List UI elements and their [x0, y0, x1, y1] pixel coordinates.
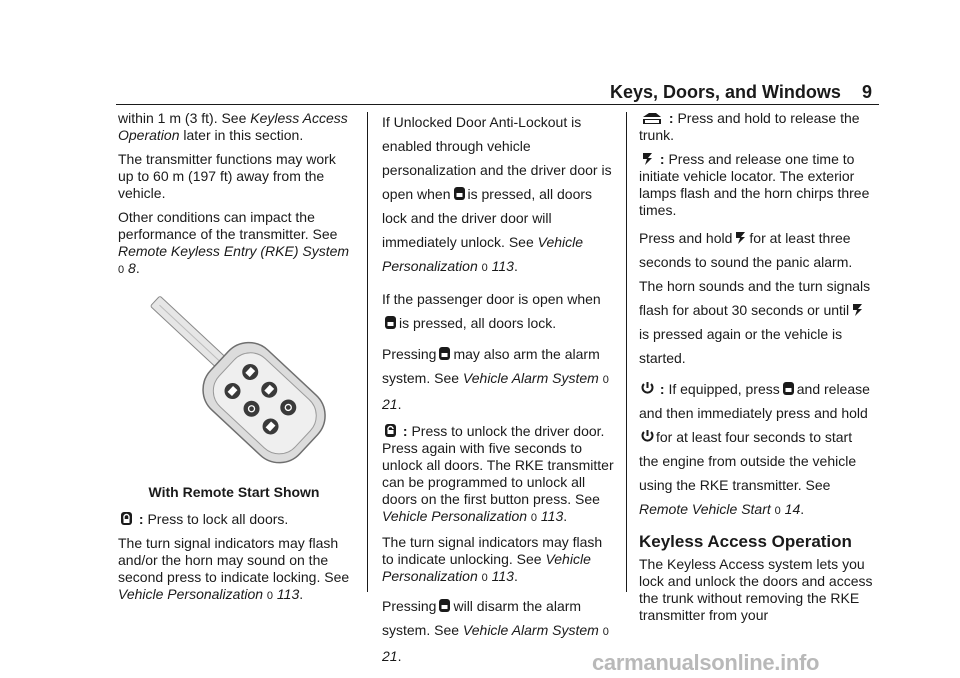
unlock-button-description: : Press to unlock the driver door. Press again with five seconds to unlock all doors. The RKE transmitter can be programmed to unlock all doors on the first button press. See Vehicle Personalization 0 113.: [382, 423, 614, 524]
lock-icon: [384, 315, 397, 330]
vehicle-locator-icon: [734, 230, 747, 245]
cross-reference-link[interactable]: Keyless Access Operation: [118, 110, 348, 143]
page-number: 9: [862, 82, 873, 102]
trunk-button-description: : Press and hold to release the trunk.: [639, 110, 860, 143]
page-header: [0, 82, 960, 104]
page-reference-arrow: 0: [530, 512, 538, 524]
lock-button-description: : Press to lock all doors.: [118, 511, 350, 528]
section-heading: Keyless Access Operation: [639, 532, 852, 551]
column-divider: [367, 112, 368, 592]
paragraph: The Keyless Access system lets you lock and unlock the doors and access the trunk without removing the RKE transmitter from your: [639, 556, 873, 623]
vehicle-locator-icon: [641, 151, 654, 166]
page-reference-arrow: 0: [481, 572, 488, 584]
page-reference-arrow: 0: [602, 626, 609, 638]
paragraph: The turn signal indicators may flash and/or the horn may sound on the second press to indicate locking. See Vehicle Personalization 0 113.: [118, 535, 350, 602]
paragraph: If the passenger door is open whenis pressed, all doors lock.: [382, 291, 601, 331]
remote-start-icon: [641, 381, 654, 396]
page-reference-arrow: 0: [481, 262, 488, 274]
page-reference[interactable]: 14: [784, 501, 801, 517]
lock-icon: [120, 511, 133, 526]
page-reference-arrow: 0: [774, 505, 781, 517]
page-reference[interactable]: 113: [276, 586, 300, 602]
cross-reference-link[interactable]: Remote Vehicle Start: [639, 501, 771, 517]
cross-reference-link[interactable]: Vehicle Alarm System: [462, 622, 599, 638]
column-divider: [626, 112, 627, 592]
locator-button-description: : Press and release one time to initiate vehicle locator. The exterior lamps flash and the horn chirps three times.: [639, 151, 870, 218]
paragraph: Pressing may also arm the alarm system. See Vehicle Alarm System 0 21.: [382, 346, 609, 412]
unlock-icon: [384, 423, 397, 438]
paragraph: Pressing will disarm the alarm system. See Vehicle Alarm System 0 21.: [382, 598, 609, 664]
page-reference[interactable]: 8: [128, 260, 136, 276]
page-reference[interactable]: 21: [382, 396, 398, 412]
column-2: [382, 110, 614, 675]
paragraph: Other conditions can impact the performance of the transmitter. See Remote Keyless Entry (RKE) System 0 8.: [118, 209, 350, 276]
page-reference[interactable]: 21: [382, 648, 398, 664]
section-title: Keys, Doors, and Windows: [610, 82, 841, 102]
page-reference[interactable]: 113: [540, 508, 564, 524]
page-reference-arrow: 0: [602, 374, 609, 386]
cross-reference-link[interactable]: Remote Keyless Entry (RKE) System: [118, 243, 350, 259]
page-reference-arrow: 0: [118, 264, 125, 276]
cross-reference-link[interactable]: Vehicle Personalization: [382, 234, 584, 274]
page-reference[interactable]: 113: [491, 258, 514, 274]
page-reference[interactable]: 113: [491, 568, 514, 584]
remote-start-icon: [641, 429, 654, 444]
cross-reference-link[interactable]: Vehicle Alarm System: [462, 370, 599, 386]
trunk-release-icon: [641, 110, 663, 125]
header-rule: [116, 104, 879, 105]
unlock-icon: [438, 598, 451, 613]
column-3: [639, 110, 875, 631]
paragraph: Press and hold for at least three seconds to sound the panic alarm. The horn sounds and the turn signals flash for about 30 seconds or untilis pressed again or the vehicle is started.: [639, 230, 871, 366]
cross-reference-link[interactable]: Vehicle Personalization: [382, 551, 591, 584]
lock-icon: [782, 381, 795, 396]
column-1: [118, 110, 350, 612]
remote-start-description: : If equipped, press and release and then immediately press and holdfor at least four seconds to start the engine from outside the vehicle using the RKE transmitter. See Remote Vehicle Start 0 14.: [639, 381, 870, 517]
cross-reference-link[interactable]: Vehicle Personalization: [118, 586, 264, 602]
paragraph: The turn signal indicators may flash to indicate unlocking. See Vehicle Personalization 0 113.: [382, 534, 603, 584]
figure-caption: With Remote Start Shown: [148, 484, 320, 500]
paragraph: within 1 m (3 ft). See Keyless Access Operation later in this section.: [118, 110, 348, 143]
key-fob-illustration: [140, 286, 330, 476]
vehicle-locator-icon: [851, 302, 864, 317]
cross-reference-link[interactable]: Vehicle Personalization: [382, 508, 528, 524]
watermark: carmanualsonline.info: [592, 650, 820, 675]
paragraph: If Unlocked Door Anti-Lockout is enabled through vehicle personalization and the driver door is open when is pressed, all doors lock and the driver door will immediately unlock. See Vehicle Personalization 0 113.: [382, 114, 612, 274]
lock-icon: [453, 186, 466, 201]
page-reference-arrow: 0: [266, 590, 274, 602]
lock-icon: [438, 346, 451, 361]
paragraph: The transmitter functions may work up to 60 m (197 ft) away from the vehicle.: [118, 151, 336, 201]
